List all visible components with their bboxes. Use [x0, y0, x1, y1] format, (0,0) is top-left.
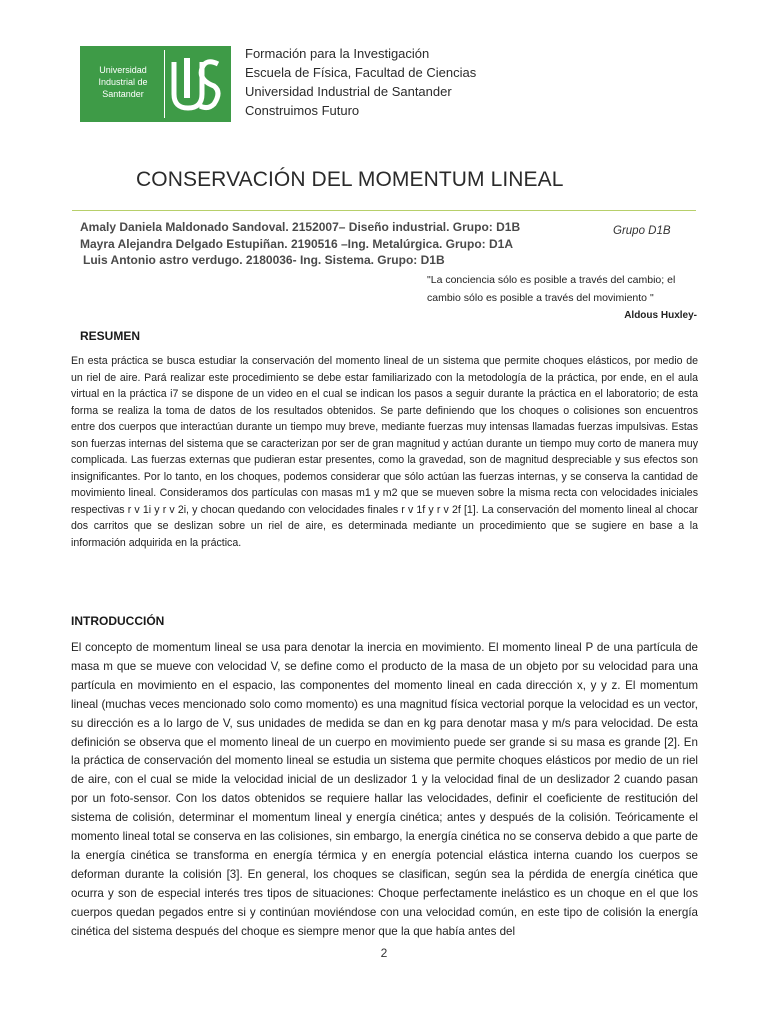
page-number: 2	[380, 946, 388, 960]
epigraph-quote	[427, 271, 697, 325]
document-title: CONSERVACIÓN DEL MOMENTUM LINEAL	[136, 168, 564, 191]
uis-monogram-icon	[170, 54, 222, 114]
title-divider	[72, 210, 696, 211]
author-line: Amaly Daniela Maldonado Sandoval. 2152007– Diseño industrial. Grupo: D1B	[80, 220, 521, 234]
header-line: Formación para la Investigación	[245, 46, 430, 61]
author-line: Luis Antonio astro verdugo. 2180036- Ing. Sistema. Grupo: D1B	[83, 253, 445, 267]
university-logo	[80, 46, 231, 122]
author-line: Mayra Alejandra Delgado Estupiñan. 2190516 –Ing. Metalúrgica. Grupo: D1A	[80, 236, 514, 251]
group-label: Grupo D1B	[613, 225, 671, 237]
author-list	[80, 219, 520, 269]
quote-text: "La conciencia sólo es posible a través del cambio; el cambio sólo es posible a través del movimiento "	[427, 274, 676, 304]
quote-author: Aldous Huxley-	[624, 310, 697, 321]
introduccion-paragraph: El concepto de momentum lineal se usa para denotar la inercia en movimiento. El momento lineal P de una partícula de masa m que se mueve con velocidad V, se define como el producto de la masa de un objeto por su velocidad para una partícula en movimiento en el espacio, las componentes del momento lineal en cada dirección x, y y z. El momentum lineal (muchas veces mencionado solo como momento) es una magnitud física vectorial porque la velocidad es un vector, su dirección es a lo largo de V, sus unidades de medida se dan en kg para denotar masa y m/s para velocidad. De esta definición se observa que el momento lineal de un cuerpo en movimiento puede ser grande si su masa es grande [2]. En la práctica de conservación del momento lineal se estudia un sistema que permite choques elásticos por medio de un riel de aire, con el cual se mide la velocidad inicial de un deslizador 1 y la velocidad final de un deslizador 2 cuando pasan por un foto-sensor. Con los datos obtenidos se requiere hallar las velocidades, definir el coeficiente de restitución del sistema de colisión, determinar el momentum lineal y energía cinética; antes y después de la colisión. Teóricamente el momento lineal total se conserva en las colisiones, sin embargo, la energía cinética no se conserva debido a que parte de la energía cinética se transforma en energía térmica y en energía potencial elástica interna cuando los cuerpos se deforman durante la colisión [3]. En general, los choques se clasifican, según sea la pérdida de energía cinética que ocurra y son de especial interés tres tipos de situaciones: Choque perfectamente inelástico es un choque en el que los cuerpos quedan pegados entre si y continúan moviéndose con una velocidad común, en este tipo de colisión la energía cinética del sistema después del choque es siempre menor que la que había antes del	[71, 641, 698, 938]
header-line: Escuela de Física, Facultad de Ciencias	[245, 65, 477, 80]
header-line: Universidad Industrial de Santander	[245, 84, 452, 99]
logo-text: Universidad Industrial de Santander	[98, 65, 148, 99]
resumen-paragraph: En esta práctica se busca estudiar la conservación del momento lineal de un sistema que permite choques elásticos, por medio de un riel de aire. Pará realizar este procedimiento se debe estar familiarizado con la metodología de la práctica, por ende, en el aula virtual en la práctica i7 se dispone de un video en el cual se indican los pasos a seguir durante la práctica en el laboratorio; de esta forma se realiza la toma de datos de los resultados obtenidos. Se parte definiendo que los choques o colisiones son encuentros entre dos cuerpos que interactúan durante un tiempo muy breve, mediante fuerzas muy intensas llamadas fuerzas impulsivas. Estas son fuerzas internas del sistema que se caracterizan por ser de gran magnitud y actúan durante un tiempo muy corto de manera muy complicada. Las fuerzas externas que pudieran estar presentes, como la gravedad, son de magnitud despreciable y sus efectos son insignificantes. Por lo tanto, en los choques, podemos considerar que sólo actúan las fuerzas internas, y se conserva la cantidad de movimiento lineal. Consideramos dos partículas con masas m1 y m2 que se mueven sobre la misma recta con velocidades iniciales respectivas r v 1i y r v 2i, y chocan quedando con velocidades finales r v 1f y r v 2f [1]. La conservación del momento lineal al chocar dos carritos que se deslizan sobre un riel de aire, es determinada mediante un procedimiento que se sugiere en base a la información adquirida en la práctica.	[71, 355, 698, 549]
institution-header	[245, 44, 476, 120]
section-heading-introduccion: INTRODUCCIÓN	[71, 614, 165, 628]
section-heading-resumen: RESUMEN	[80, 329, 141, 343]
header-line: Construimos Futuro	[245, 103, 360, 118]
logo-divider	[164, 50, 165, 118]
